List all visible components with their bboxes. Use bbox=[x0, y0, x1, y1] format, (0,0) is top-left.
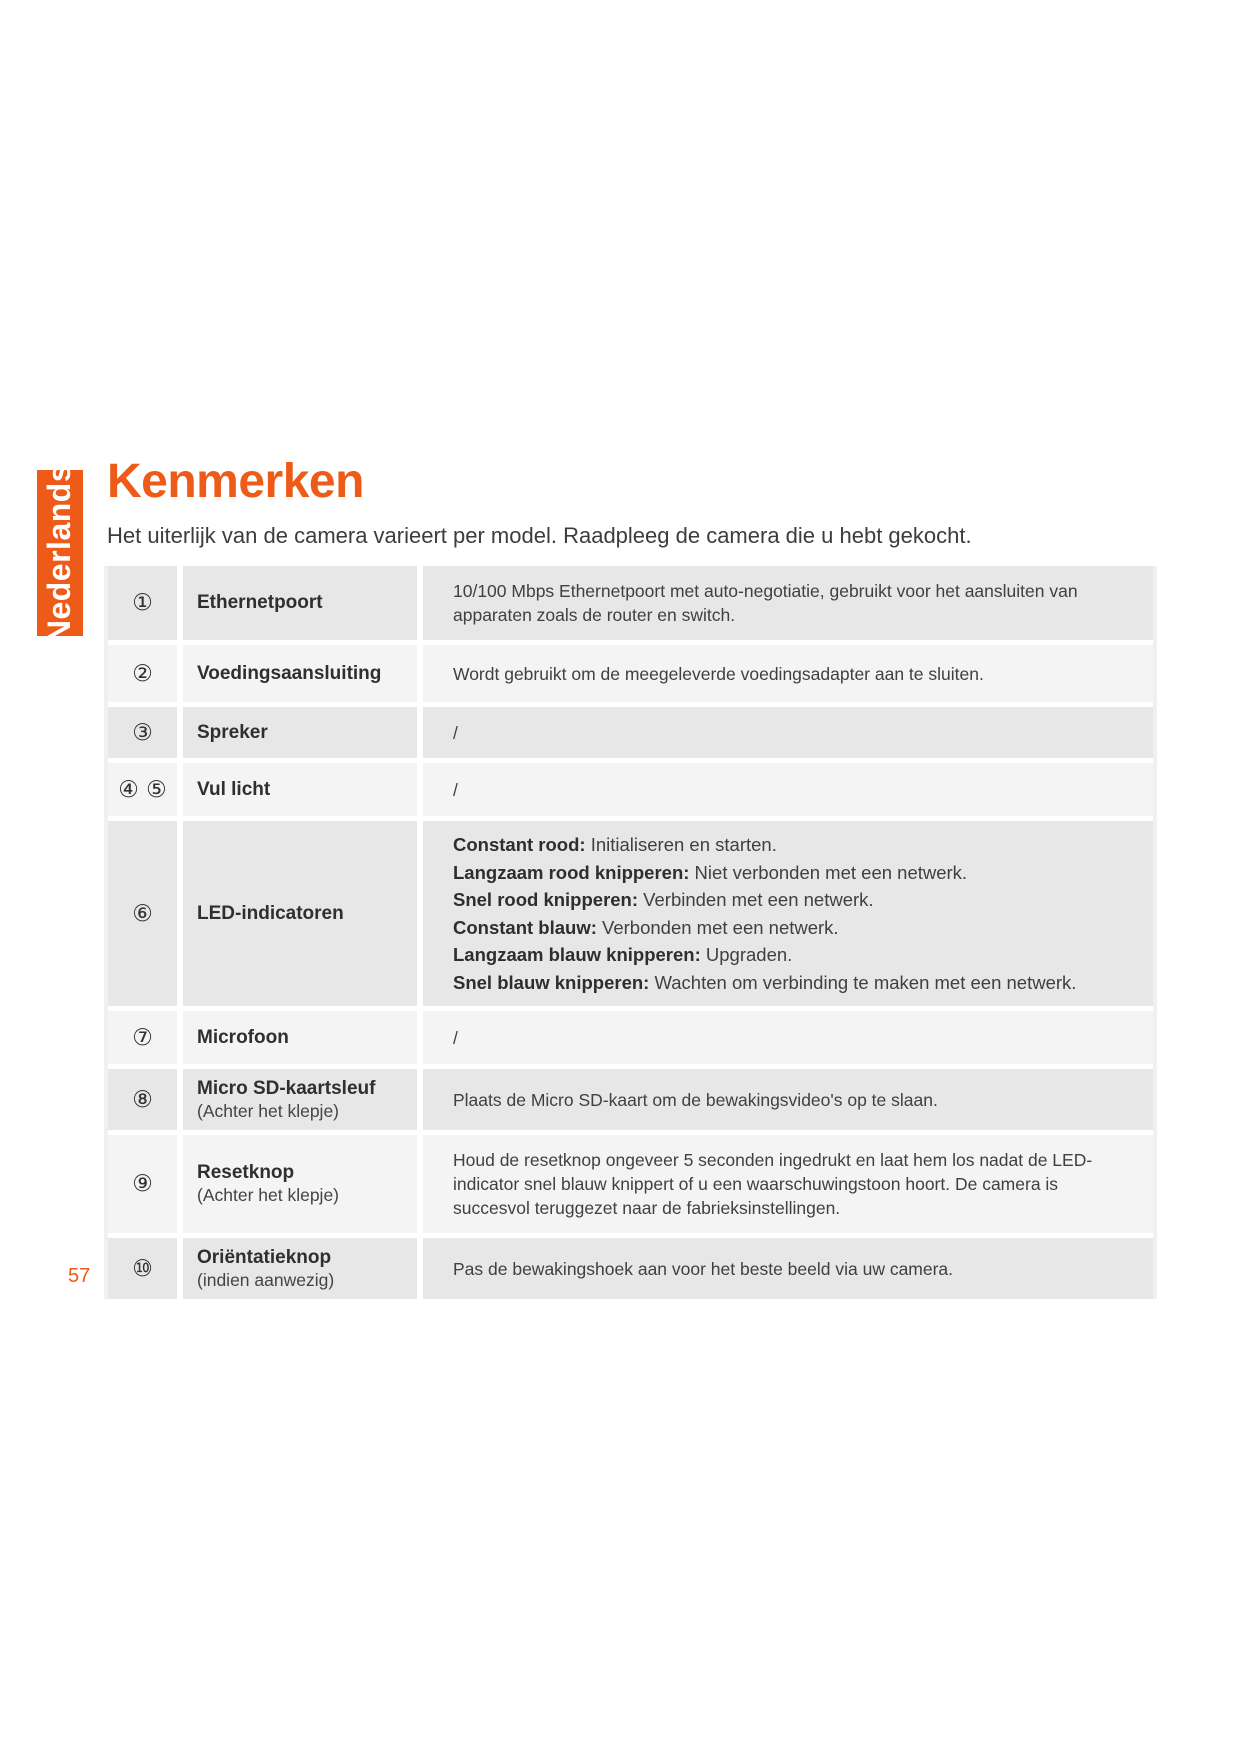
item-description: Wordt gebruikt om de meegeleverde voedingsadapter aan te sluiten. bbox=[423, 645, 1153, 702]
item-name: LED-indicatoren bbox=[197, 902, 344, 924]
item-number: ⑩ bbox=[108, 1238, 183, 1299]
led-status-item bbox=[453, 886, 874, 914]
item-name-cell bbox=[183, 763, 423, 816]
led-status-item bbox=[453, 914, 839, 942]
item-name-cell bbox=[183, 821, 423, 1006]
table-row bbox=[108, 1135, 1153, 1238]
item-description: / bbox=[423, 763, 1153, 816]
table-row bbox=[108, 1011, 1153, 1069]
item-name: Oriëntatieknop bbox=[197, 1246, 332, 1268]
led-status-text: Niet verbonden met een netwerk. bbox=[689, 861, 968, 883]
page-title: Kenmerken bbox=[107, 455, 364, 508]
item-name: Resetknop bbox=[197, 1162, 295, 1183]
item-number: ② bbox=[108, 645, 183, 702]
item-description: Houd de resetknop ongeveer 5 seconden ingedrukt en laat hem los nadat de LED-indicator snel blauw knippert of u een waarschuwingstoon hoort. De camera is succesvol teruggezet naar de fabrieksinstellingen. bbox=[423, 1135, 1153, 1233]
item-description: Plaats de Micro SD-kaart om de bewakingsvideo's op te slaan. bbox=[423, 1069, 1153, 1130]
item-name-cell bbox=[183, 1069, 423, 1130]
led-status-item bbox=[453, 969, 1076, 997]
item-number: ③ bbox=[108, 707, 183, 758]
item-name: Ethernetpoort bbox=[197, 592, 323, 613]
page-subtitle: Het uiterlijk van de camera varieert per model. Raadpleeg de camera die u hebt gekocht. bbox=[107, 523, 972, 548]
led-status-label: Constant rood: bbox=[453, 834, 586, 855]
led-status-list bbox=[423, 821, 1153, 1006]
item-name-cell bbox=[183, 1011, 423, 1064]
item-number: ④ ⑤ bbox=[108, 763, 183, 816]
item-name: Spreker bbox=[197, 721, 268, 743]
item-name-cell bbox=[183, 566, 423, 640]
table-row bbox=[108, 1069, 1153, 1135]
table-row bbox=[108, 763, 1153, 821]
table-row bbox=[108, 566, 1153, 645]
item-name: Microfoon bbox=[197, 1026, 289, 1048]
page-number: 57 bbox=[68, 1265, 91, 1287]
table-row bbox=[108, 1238, 1153, 1299]
table-row bbox=[108, 707, 1153, 763]
item-name-cell bbox=[183, 1135, 423, 1233]
led-status-text: Wachten om verbinding te maken met een netwerk. bbox=[649, 971, 1077, 993]
led-status-label: Snel rood knipperen: bbox=[453, 889, 639, 910]
item-number: ⑦ bbox=[108, 1011, 183, 1064]
led-status-text: Verbinden met een netwerk. bbox=[638, 889, 874, 910]
led-status-item bbox=[453, 859, 967, 887]
item-name-cell bbox=[183, 645, 423, 702]
table-row bbox=[108, 645, 1153, 707]
item-note: (indien aanwezig) bbox=[197, 1269, 335, 1290]
led-status-label: Constant blauw: bbox=[453, 916, 597, 938]
item-number: ⑨ bbox=[108, 1135, 183, 1233]
item-note: (Achter het klepje) bbox=[197, 1100, 340, 1121]
led-status-label: Langzaam blauw knipperen: bbox=[453, 944, 701, 965]
item-description: Pas de bewakingshoek aan voor het beste beeld via uw camera. bbox=[423, 1238, 1153, 1299]
led-status-label: Snel blauw knipperen: bbox=[453, 971, 650, 993]
language-tab bbox=[37, 463, 83, 643]
item-description: 10/100 Mbps Ethernetpoort met auto-negotiatie, gebruikt voor het aansluiten van apparaten zoals de router en switch. bbox=[423, 566, 1153, 640]
item-name: Vul licht bbox=[197, 778, 271, 800]
features-table bbox=[104, 566, 1157, 1299]
led-status-item bbox=[453, 831, 777, 859]
led-status-text: Verbonden met een netwerk. bbox=[596, 916, 839, 938]
led-status-item bbox=[453, 941, 792, 969]
item-name-cell bbox=[183, 707, 423, 758]
item-name-cell bbox=[183, 1238, 423, 1299]
table-row bbox=[108, 821, 1153, 1011]
language-tab-label: Nederlands bbox=[41, 463, 78, 643]
item-number: ⑥ bbox=[108, 821, 183, 1006]
item-description: / bbox=[423, 707, 1153, 758]
led-status-text: Initialiseren en starten. bbox=[585, 834, 777, 855]
item-note: (Achter het klepje) bbox=[197, 1185, 340, 1205]
led-status-text: Upgraden. bbox=[700, 944, 793, 965]
item-name: Voedingsaansluiting bbox=[197, 662, 382, 684]
item-number: ① bbox=[108, 566, 183, 640]
led-status-label: Langzaam rood knipperen: bbox=[453, 861, 690, 883]
item-name: Micro SD-kaartsleuf bbox=[197, 1077, 376, 1099]
item-number: ⑧ bbox=[108, 1069, 183, 1130]
item-description: / bbox=[423, 1011, 1153, 1064]
